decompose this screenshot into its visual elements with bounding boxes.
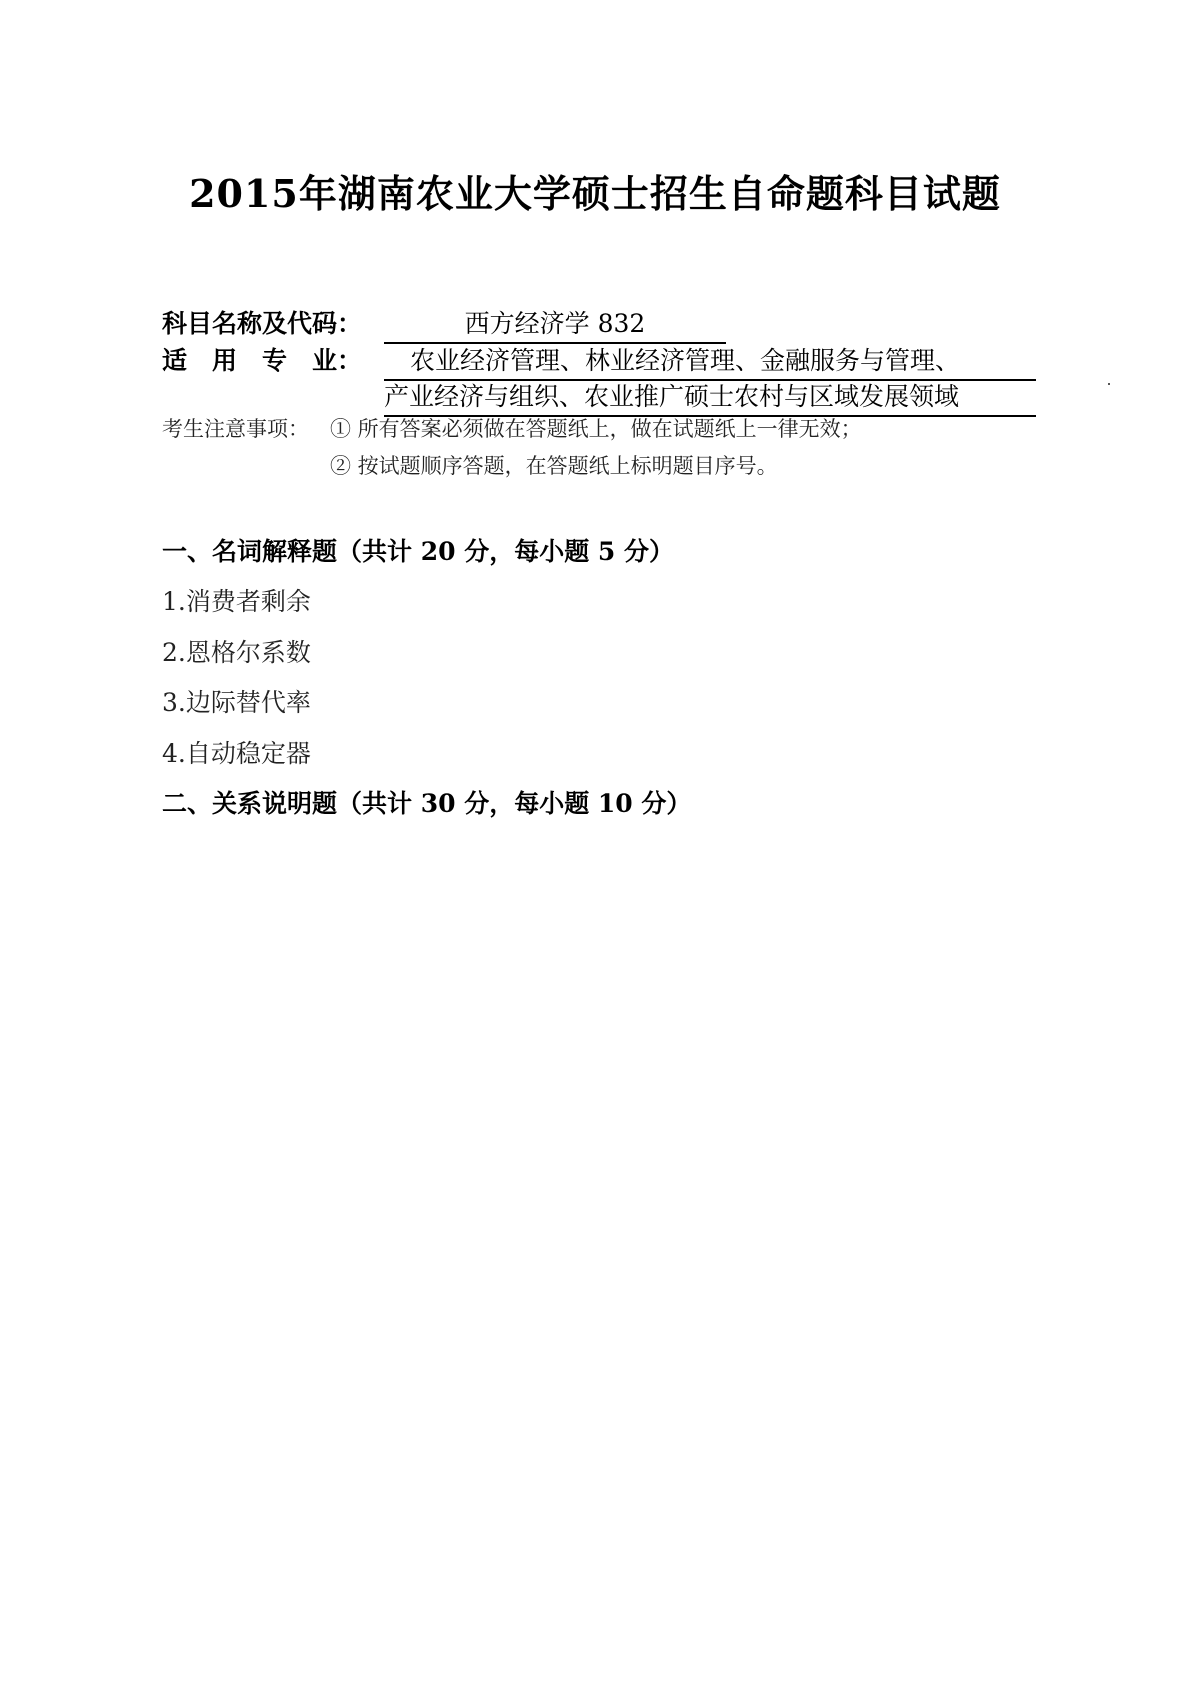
section-heading-1: 一、名词解释题（共计 20 分，每小题 5 分） — [162, 537, 675, 566]
majors-line-1: 农业经济管理、林业经济管理、金融服务与管理、 — [384, 343, 1036, 381]
question-item: 2.恩格尔系数 — [162, 638, 311, 667]
scan-speck — [1108, 383, 1110, 385]
question-item: 4.自动稳定器 — [162, 739, 311, 768]
question-item: 3.边际替代率 — [162, 688, 311, 717]
notice-item-1: ① 所有答案必须做在答题纸上，做在试题纸上一律无效； — [330, 417, 862, 441]
majors-line-2: 产业经济与组织、农业推广硕士农村与区域发展领域 — [384, 379, 1036, 417]
section-heading-2: 二、关系说明题（共计 30 分，每小题 10 分） — [162, 789, 692, 818]
subject-label: 科目名称及代码： — [162, 309, 363, 338]
subject-value: 西方经济学 832 — [384, 306, 726, 344]
majors-label: 适 用 专 业： — [162, 346, 363, 375]
question-item: 1.消费者剩余 — [162, 587, 311, 616]
notice-label: 考生注意事项： — [162, 417, 309, 441]
notice-item-2: ② 按试题顺序答题，在答题纸上标明题目序号。 — [330, 454, 778, 478]
page-title: 2015年湖南农业大学硕士招生自命题科目试题 — [189, 171, 1001, 216]
